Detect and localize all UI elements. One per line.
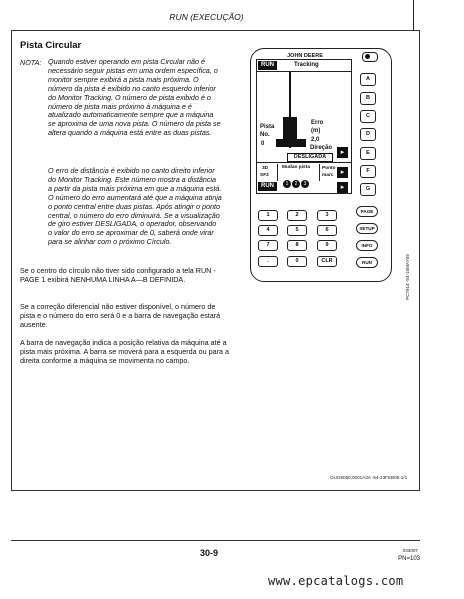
figure-caption: OUO6050,0001A3A -54-23FEB05-1/1 — [330, 475, 408, 480]
key-d[interactable]: D — [360, 128, 376, 141]
key-8[interactable]: 8 — [287, 240, 307, 251]
marc-label: marc — [322, 173, 334, 178]
key-decimal[interactable]: . — [258, 256, 278, 267]
run-tag: RUN — [258, 61, 277, 70]
mode-divider — [277, 164, 278, 181]
pista-label: Pista — [260, 124, 275, 130]
section-title: RUN (EXECUÇÃO) — [169, 12, 244, 22]
key-e[interactable]: E — [360, 147, 376, 160]
no-label: No. — [260, 132, 270, 138]
brand-label: JOHN DEERE — [287, 53, 323, 59]
key-0[interactable]: 0 — [287, 256, 307, 267]
erro-unit: (m) — [311, 128, 321, 134]
key-1[interactable]: 1 — [258, 210, 278, 221]
footer-divider — [11, 540, 420, 541]
key-2[interactable]: 2 — [287, 210, 307, 221]
erro-label: Erro — [311, 120, 324, 126]
key-9[interactable]: 9 — [317, 240, 337, 251]
erro-value: 2,0 — [311, 137, 320, 143]
note-label: NOTA: — [20, 58, 42, 67]
arrow-right-icon[interactable]: ▸ — [337, 147, 348, 158]
mudan-pista-label: Mudan pista — [282, 165, 310, 170]
key-a[interactable]: A — [360, 73, 376, 86]
pista-circles — [283, 172, 310, 190]
paragraph-no-correction: Se a correção diferencial não estiver disponível, o número de pista e o número do erro será 0 e a barra de navegação estará ausente. — [20, 302, 221, 329]
ponto-divider — [319, 164, 320, 181]
arrow-right-icon[interactable]: ▸ — [337, 167, 348, 178]
info-button[interactable]: INFO — [356, 240, 378, 251]
brightness-icon — [362, 52, 378, 62]
circle-2-icon: 2 — [292, 180, 300, 188]
key-4[interactable]: 4 — [258, 225, 278, 236]
circle-3-icon: 3 — [301, 180, 309, 188]
key-b[interactable]: B — [360, 92, 376, 105]
run-tag-bottom: RUN — [258, 182, 277, 191]
header-divider — [413, 0, 414, 30]
screen-divider-2 — [257, 162, 351, 163]
circle-1-icon: 1 — [283, 180, 291, 188]
mode-sf2: SF2 — [260, 173, 269, 178]
key-clr[interactable]: CLR — [317, 256, 337, 267]
direcao-label: Direção — [310, 145, 333, 151]
pn-label: PN=103 — [398, 556, 420, 562]
arrow-right-icon[interactable]: ▸ — [337, 182, 348, 193]
figure-side-code: PC7914 -54-10MAY05 — [405, 254, 410, 300]
pista-value: 0 — [261, 141, 265, 147]
key-c[interactable]: C — [360, 110, 376, 123]
key-7[interactable]: 7 — [258, 240, 278, 251]
setup-button[interactable]: SETUP — [356, 223, 378, 234]
paragraph-no-center: Se o centro do círculo não tiver sido configurado a tela RUN - PAGE 1 exibirá NENHUMA LINHA A—B DEFINIDA. — [20, 266, 216, 284]
ponto-label: Ponto — [322, 166, 336, 171]
topic-title: Pista Circular — [20, 40, 82, 51]
key-5[interactable]: 5 — [287, 225, 307, 236]
screen-divider — [257, 71, 351, 72]
key-3[interactable]: 3 — [317, 210, 337, 221]
key-f[interactable]: F — [360, 165, 376, 178]
revision-code: 033007 — [402, 548, 418, 553]
page-button[interactable]: PAGE — [356, 206, 378, 217]
watermark: www.epcatalogs.com — [268, 574, 404, 588]
note-paragraph-1: Quando estiver operando em pista Circular não é necessário seguir pistas em uma ordem específica, o monitor sempre exibirá a pista mais próxima. O número da pista é exibido no canto esquerdo inferior do Monitor Tracking. O número de pista exibido é o número de pista mais próximo à máquina e é atualizado automaticamente sempre que a máquina se aproxima de uma nova pista. O número da pista se altera quando a máquina está entre as duas pistas. — [48, 57, 221, 138]
key-g[interactable]: G — [360, 183, 376, 196]
nav-bar-base — [276, 139, 306, 147]
screen-title: Tracking — [294, 62, 319, 68]
note-paragraph-2: O erro de distância é exibido no canto direito inferior do Monitor Tracking. Este número mostra a distância a partir da pista mais próxima em que a máquina está. O número do erro aumentará até que a máquina atinja o ponto central entre duas pistas. Após atingir o ponto central, o número do erro diminuirá. Se a visualização de giro estiver DESLIGADA, o operador, observando o valor do erro se aproximar de 0, saberá onde virar para se alinhar com o próximo Círculo. — [48, 166, 222, 247]
mode-3d: 3D — [262, 166, 269, 171]
run-button[interactable]: RUN — [356, 257, 378, 268]
desligada-indicator: DESLIGADA — [287, 153, 333, 162]
page-number: 30-9 — [200, 548, 219, 558]
key-6[interactable]: 6 — [317, 225, 337, 236]
paragraph-nav-bar: A barra de navegação indica a posição relativa da máquina até a pista mais próxima. A barra se moverá para a esquerda ou para a direita conforme a máquina se movimenta no campo. — [20, 338, 229, 365]
